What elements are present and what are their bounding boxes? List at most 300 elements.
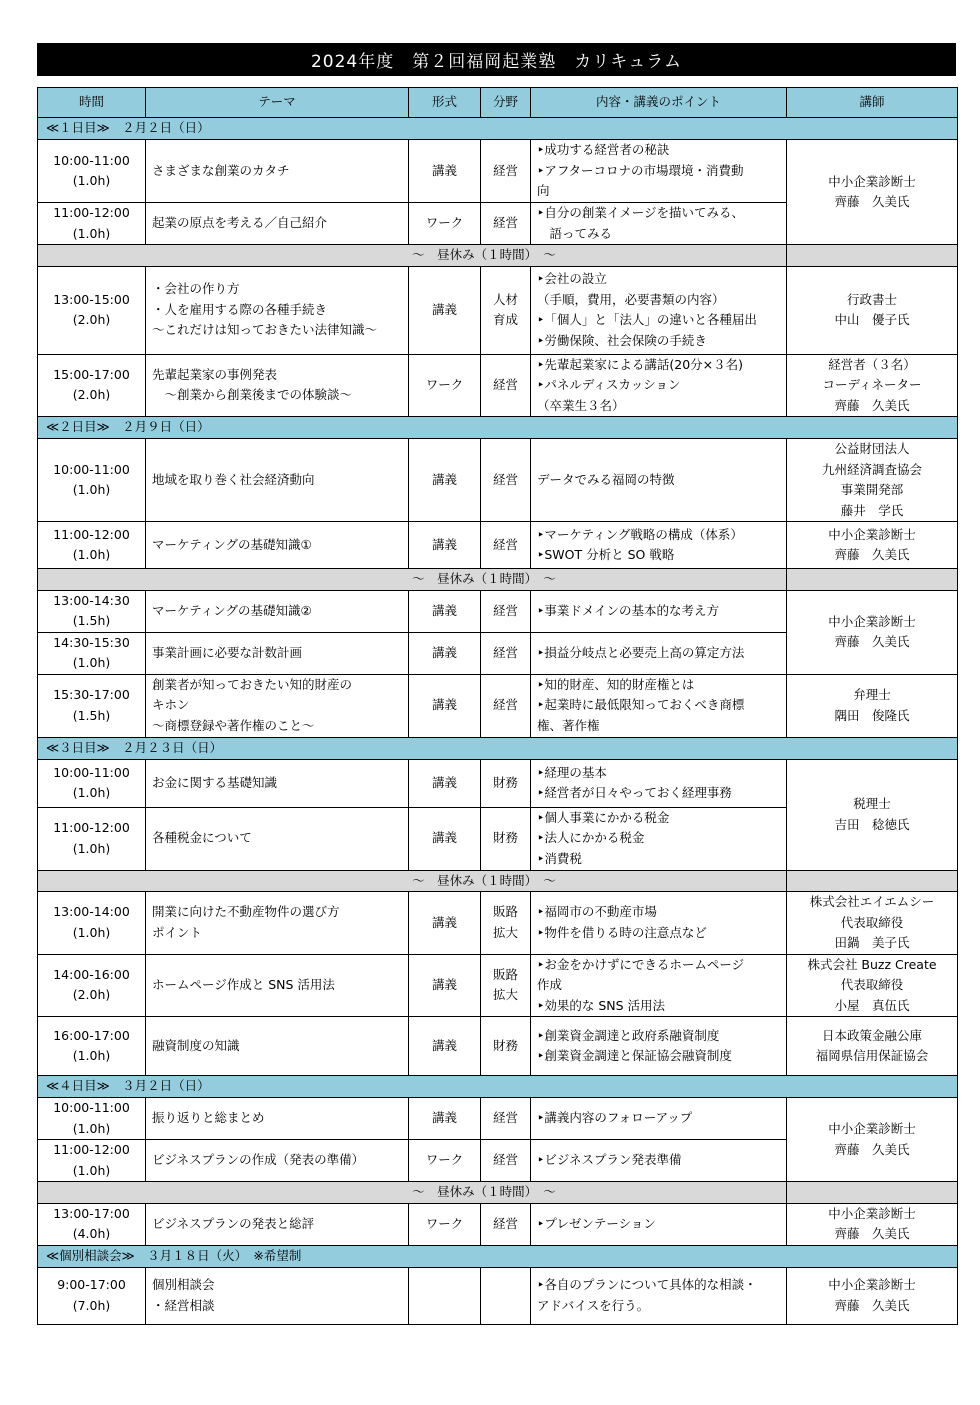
- session-lecturer: [787, 759, 958, 870]
- text-line: 行政書士: [846, 291, 897, 307]
- text-line: さまざまな創業のカタチ: [152, 162, 290, 178]
- text-line: ビジネスプランの作成（発表の準備）: [152, 1152, 365, 1168]
- session-time: [38, 892, 146, 955]
- text-line: ‣経営者が日々やっておく経理事務: [537, 785, 732, 800]
- session-row: [38, 1017, 958, 1076]
- session-row: [38, 439, 958, 522]
- text-line: 融資制度の知識: [152, 1037, 240, 1053]
- text-line: 10:00-11:00: [53, 461, 130, 477]
- text-line: 中小企業診断士: [828, 1277, 916, 1292]
- text-line: ‣個人事業にかかる税金: [537, 809, 670, 825]
- session-lecturer: [787, 522, 958, 569]
- session-row: [38, 1267, 958, 1324]
- header-row: [38, 88, 958, 118]
- day-header-row: [38, 1245, 958, 1267]
- text-line: ‣会社の設立: [537, 271, 607, 286]
- session-theme: [146, 632, 409, 674]
- session-theme: [146, 954, 409, 1017]
- session-format: 講義: [409, 1098, 481, 1140]
- session-time: [38, 439, 146, 522]
- text-line: 齊藤 久美氏: [834, 547, 910, 562]
- session-time: [38, 1017, 146, 1076]
- session-theme: [146, 892, 409, 955]
- session-lecturer: [787, 1267, 958, 1324]
- text-line: 齊藤 久美氏: [834, 1297, 910, 1313]
- session-points: [531, 439, 787, 522]
- text-line: 振り返りと総まとめ: [152, 1110, 265, 1126]
- session-format: 講義: [409, 954, 481, 1017]
- session-format: 講義: [409, 140, 481, 203]
- day-label: ≪個別相談会≫ ３月１８日（火） ※希望制: [38, 1245, 958, 1267]
- text-line: (1.0h): [72, 482, 111, 497]
- session-theme: [146, 1017, 409, 1076]
- text-line: (1.0h): [72, 655, 111, 670]
- session-format: 講義: [409, 590, 481, 632]
- session-theme: [146, 354, 409, 417]
- session-points: [531, 590, 787, 632]
- text-line: (1.0h): [72, 547, 111, 562]
- text-line: (1.0h): [72, 173, 111, 188]
- session-format: ワーク: [409, 1140, 481, 1182]
- session-theme: [146, 522, 409, 569]
- text-line: 13:00-15:00: [53, 291, 130, 307]
- session-points: [531, 1017, 787, 1076]
- session-theme: [146, 1140, 409, 1182]
- session-format: 講義: [409, 1017, 481, 1076]
- session-field: [481, 1267, 531, 1324]
- session-theme: [146, 674, 409, 737]
- session-theme: [146, 203, 409, 245]
- text-line: 齊藤 久美氏: [834, 634, 910, 649]
- text-line: （手順，費用，必要書類の内容）: [537, 291, 725, 307]
- text-line: 向: [537, 183, 550, 199]
- session-format: 講義: [409, 807, 481, 870]
- text-line: ‣プレゼンテーション: [537, 1215, 656, 1231]
- text-line: 15:00-17:00: [53, 366, 130, 382]
- session-lecturer: [787, 674, 958, 737]
- page-title: 2024年度 第２回福岡起業塾 カリキュラム: [37, 43, 956, 76]
- text-line: ・人を雇用する際の各種手続き: [152, 301, 328, 317]
- session-field: [481, 522, 531, 569]
- session-field: [481, 759, 531, 807]
- text-line: ‣アフターコロナの市場環境・消費動: [537, 162, 744, 178]
- session-row: [38, 354, 958, 417]
- session-points: [531, 1203, 787, 1245]
- session-format: ワーク: [409, 203, 481, 245]
- session-format: 講義: [409, 632, 481, 674]
- text-line: 日本政策金融公庫: [821, 1027, 922, 1043]
- text-line: ‣物件を借りる時の注意点など: [537, 924, 707, 940]
- text-line: (1.0h): [72, 785, 111, 800]
- text-line: ‣損益分岐点と必要売上高の算定方法: [537, 644, 745, 660]
- text-line: 事業開発部: [840, 482, 904, 497]
- session-points: [531, 892, 787, 955]
- session-format: 講義: [409, 439, 481, 522]
- text-line: 事業計画に必要な計数計画: [152, 644, 303, 660]
- text-line: 中小企業診断士: [828, 613, 916, 629]
- session-theme: [146, 759, 409, 807]
- session-row: [38, 1098, 958, 1140]
- session-time: [38, 1267, 146, 1324]
- text-line: 藤井 学氏: [840, 502, 904, 518]
- text-line: (1.5h): [72, 707, 111, 723]
- text-line: 公益財団法人: [834, 441, 910, 456]
- text-line: 先輩起業家の事例発表: [152, 366, 278, 382]
- session-theme: [146, 807, 409, 870]
- lunch-break-blank: [787, 870, 958, 892]
- text-line: 田鍋 美子氏: [834, 935, 910, 950]
- text-line: ～商標登録や著作権のこと～: [152, 717, 315, 733]
- text-line: マーケティングの基礎知識①: [152, 536, 312, 552]
- session-row: [38, 590, 958, 632]
- text-line: 齊藤 久美氏: [834, 1141, 910, 1157]
- day-header-row: [38, 417, 958, 439]
- session-points: [531, 1267, 787, 1324]
- day-header-row: [38, 1076, 958, 1098]
- session-time: [38, 140, 146, 203]
- session-lecturer: [787, 439, 958, 522]
- text-line: ‣労働保険、社会保険の手続き: [537, 332, 707, 348]
- text-line: 経営: [492, 377, 518, 392]
- session-time: [38, 522, 146, 569]
- text-line: 13:00-14:00: [53, 904, 130, 920]
- text-line: 経営: [492, 471, 518, 487]
- text-line: データでみる福岡の特徴: [537, 471, 675, 487]
- text-line: 中小企業診断士: [828, 526, 916, 542]
- session-field: [481, 203, 531, 245]
- text-line: (1.0h): [72, 924, 111, 940]
- text-line: 創業者が知っておきたい知的財産の: [152, 676, 353, 692]
- text-line: ‣「個人」と「法人」の違いと各種届出: [537, 312, 757, 327]
- session-time: [38, 266, 146, 354]
- text-line: ‣各自のプランについて具体的な相談・: [537, 1277, 757, 1292]
- text-line: ‣パネルディスカッション: [537, 377, 681, 392]
- text-line: 弁理士: [853, 687, 891, 702]
- lunch-break-blank: [787, 1182, 958, 1204]
- session-row: [38, 892, 958, 955]
- text-line: 齊藤 久美氏: [834, 397, 910, 413]
- text-line: 個別相談会: [152, 1277, 215, 1292]
- text-line: 財務: [492, 830, 518, 846]
- text-line: 11:00-12:00: [53, 1142, 130, 1157]
- session-row: [38, 140, 958, 203]
- session-time: [38, 1203, 146, 1245]
- lunch-break-row: [38, 1182, 958, 1204]
- session-time: [38, 674, 146, 737]
- text-line: 九州経済調査協会: [821, 461, 922, 477]
- session-format: 講義: [409, 266, 481, 354]
- text-line: 株式会社エイエムシー: [809, 894, 935, 909]
- day-header-row: [38, 737, 958, 759]
- text-line: ‣起業時に最低限知っておくべき商標: [537, 697, 745, 713]
- text-line: 隅田 俊隆氏: [834, 707, 910, 723]
- session-lecturer: [787, 354, 958, 417]
- text-line: 開業に向けた不動産物件の選び方: [152, 904, 340, 920]
- session-field: [481, 140, 531, 203]
- session-points: [531, 954, 787, 1017]
- text-line: ・経営相談: [152, 1297, 215, 1313]
- session-format: 講義: [409, 522, 481, 569]
- text-line: (1.0h): [72, 1120, 111, 1136]
- text-line: ‣講義内容のフォローアップ: [537, 1110, 693, 1126]
- text-line: 小屋 真伍氏: [834, 997, 910, 1013]
- text-line: 16:00-17:00: [53, 1027, 130, 1043]
- text-line: 各種税金について: [152, 830, 252, 846]
- session-points: [531, 140, 787, 203]
- text-line: ホームページ作成と SNS 活用法: [152, 977, 335, 992]
- text-line: 中小企業診断士: [828, 1121, 916, 1136]
- session-lecturer: [787, 1098, 958, 1182]
- session-points: [531, 1098, 787, 1140]
- session-time: [38, 1140, 146, 1182]
- text-line: 齊藤 久美氏: [834, 1226, 910, 1241]
- lunch-break-blank: [787, 569, 958, 591]
- text-line: ‣消費税: [537, 850, 582, 866]
- session-field: [481, 354, 531, 417]
- text-line: 中山 優子氏: [834, 312, 910, 327]
- text-line: 14:00-16:00: [53, 966, 130, 982]
- text-line: (1.5h): [72, 613, 111, 628]
- session-lecturer: [787, 1203, 958, 1245]
- text-line: マーケティングの基礎知識②: [152, 602, 312, 618]
- text-line: (2.0h): [72, 387, 111, 403]
- day-label: ≪４日目≫ ３月２日（日）: [38, 1076, 958, 1098]
- lunch-break-row: [38, 245, 958, 267]
- session-format: ワーク: [409, 354, 481, 417]
- text-line: 経営: [492, 536, 518, 552]
- text-line: 財務: [492, 774, 518, 790]
- text-line: ～創業から創業後までの体験談～: [152, 387, 353, 403]
- session-time: [38, 354, 146, 417]
- text-line: ‣知的財産、知的財産権とは: [537, 676, 695, 692]
- session-row: [38, 522, 958, 569]
- text-line: 経営: [492, 1215, 518, 1231]
- session-theme: [146, 140, 409, 203]
- text-line: ‣自分の創業イメージを描いてみる、: [537, 205, 744, 220]
- text-line: (1.0h): [72, 840, 111, 856]
- session-lecturer: [787, 590, 958, 674]
- text-line: ‣福岡市の不動産市場: [537, 904, 657, 920]
- session-field: [481, 590, 531, 632]
- session-points: [531, 354, 787, 417]
- session-field: [481, 1098, 531, 1140]
- text-line: ‣マーケティング戦略の構成（体系）: [537, 526, 743, 542]
- session-field: [481, 1203, 531, 1245]
- text-line: 福岡県信用保証協会: [815, 1048, 929, 1063]
- day-label: ≪３日目≫ ２月２３日（日）: [38, 737, 958, 759]
- text-line: 語ってみる: [537, 225, 613, 241]
- session-theme: [146, 590, 409, 632]
- text-line: 育成: [492, 312, 518, 327]
- session-field: [481, 266, 531, 354]
- lunch-break-label: ～ 昼休み（１時間） ～: [38, 870, 787, 892]
- session-row: [38, 759, 958, 807]
- text-line: 吉田 稔徳氏: [834, 816, 910, 832]
- session-time: [38, 954, 146, 1017]
- text-line: 経営: [492, 1152, 518, 1168]
- session-theme: [146, 1267, 409, 1324]
- session-format: ワーク: [409, 1203, 481, 1245]
- text-line: ビジネスプランの発表と総評: [152, 1215, 315, 1231]
- session-time: [38, 807, 146, 870]
- text-line: 作成: [537, 977, 563, 992]
- text-line: 人材: [492, 291, 518, 307]
- session-field: [481, 1140, 531, 1182]
- session-format: 講義: [409, 759, 481, 807]
- session-points: [531, 674, 787, 737]
- session-row: [38, 674, 958, 737]
- lunch-break-blank: [787, 245, 958, 267]
- text-line: ‣創業資金調達と政府系融資制度: [537, 1027, 720, 1043]
- text-line: 財務: [492, 1037, 518, 1053]
- header-theme: テーマ: [146, 88, 409, 118]
- session-field: [481, 674, 531, 737]
- session-field: [481, 892, 531, 955]
- text-line: 経営: [492, 215, 518, 231]
- text-line: 代表取締役: [840, 977, 904, 992]
- lunch-break-row: [38, 569, 958, 591]
- text-line: 経営: [492, 644, 518, 660]
- text-line: 11:00-12:00: [53, 526, 130, 542]
- text-line: 販路: [492, 904, 518, 920]
- text-line: ‣お金をかけずにできるホームページ: [537, 956, 745, 972]
- text-line: 10:00-11:00: [53, 1100, 130, 1115]
- day-label: ≪１日目≫ ２月２日（日）: [38, 118, 958, 140]
- lunch-break-row: [38, 870, 958, 892]
- text-line: (1.0h): [72, 1048, 111, 1063]
- text-line: 経営: [492, 1110, 518, 1126]
- text-line: 代表取締役: [840, 914, 904, 930]
- session-time: [38, 632, 146, 674]
- lunch-break-label: ～ 昼休み（１時間） ～: [38, 1182, 787, 1204]
- session-time: [38, 203, 146, 245]
- header-format: 形式: [409, 88, 481, 118]
- text-line: 経営: [492, 602, 518, 618]
- text-line: ～これだけは知っておきたい法律知識～: [152, 322, 378, 338]
- curriculum-table: [37, 87, 958, 1325]
- session-points: [531, 759, 787, 807]
- session-row: [38, 266, 958, 354]
- session-points: [531, 266, 787, 354]
- text-line: 拡大: [492, 987, 518, 1003]
- session-lecturer: [787, 140, 958, 245]
- session-theme: [146, 266, 409, 354]
- session-row: [38, 954, 958, 1017]
- session-lecturer: [787, 1017, 958, 1076]
- text-line: ‣成功する経営者の秘訣: [537, 142, 670, 158]
- session-points: [531, 203, 787, 245]
- session-field: [481, 807, 531, 870]
- session-field: [481, 954, 531, 1017]
- session-field: [481, 439, 531, 522]
- text-line: コーディネーター: [822, 377, 922, 392]
- header-time: 時間: [38, 88, 146, 118]
- text-line: (2.0h): [72, 987, 111, 1003]
- text-line: (2.0h): [72, 312, 111, 327]
- session-points: [531, 522, 787, 569]
- text-line: 13:00-14:30: [53, 592, 130, 608]
- text-line: 権、著作権: [537, 717, 600, 733]
- session-theme: [146, 1098, 409, 1140]
- text-line: 地域を取り巻く社会経済動向: [152, 471, 315, 487]
- session-time: [38, 759, 146, 807]
- text-line: 中小企業診断士: [828, 1205, 916, 1221]
- session-field: [481, 1017, 531, 1076]
- text-line: 9:00-17:00: [57, 1277, 126, 1292]
- text-line: ‣効果的な SNS 活用法: [537, 997, 666, 1013]
- text-line: (1.0h): [72, 1162, 111, 1178]
- session-format: [409, 1267, 481, 1324]
- day-header-row: [38, 118, 958, 140]
- text-line: 11:00-12:00: [53, 205, 130, 220]
- text-line: ‣事業ドメインの基本的な考え方: [537, 602, 719, 618]
- day-label: ≪２日目≫ ２月９日（日）: [38, 417, 958, 439]
- text-line: 販路: [492, 966, 518, 982]
- session-points: [531, 807, 787, 870]
- text-line: ‣創業資金調達と保証協会融資制度: [537, 1048, 732, 1063]
- text-line: ‣ビジネスプラン発表準備: [537, 1152, 682, 1168]
- session-theme: [146, 1203, 409, 1245]
- text-line: お金に関する基礎知識: [152, 774, 278, 790]
- text-line: キホン: [152, 697, 190, 713]
- text-line: ‣SWOT 分析と SO 戦略: [537, 547, 675, 562]
- text-line: 経営: [492, 162, 518, 178]
- session-lecturer: [787, 954, 958, 1017]
- header-field: 分野: [481, 88, 531, 118]
- text-line: ・会社の作り方: [152, 281, 240, 297]
- header-lecturer: 講師: [787, 88, 958, 118]
- text-line: (7.0h): [72, 1297, 111, 1313]
- session-format: 講義: [409, 892, 481, 955]
- session-format: 講義: [409, 674, 481, 737]
- session-row: [38, 1203, 958, 1245]
- text-line: 株式会社 Buzz Create: [807, 956, 937, 972]
- session-theme: [146, 439, 409, 522]
- text-line: 14:30-15:30: [53, 634, 130, 650]
- text-line: 経営者（３名）: [828, 356, 916, 372]
- session-points: [531, 1140, 787, 1182]
- text-line: 10:00-11:00: [53, 764, 130, 780]
- text-line: 齊藤 久美氏: [834, 194, 910, 209]
- text-line: 15:30-17:00: [53, 687, 130, 702]
- session-lecturer: [787, 266, 958, 354]
- text-line: (1.0h): [72, 225, 111, 241]
- session-time: [38, 1098, 146, 1140]
- session-lecturer: [787, 892, 958, 955]
- header-points: 内容・講義のポイント: [531, 88, 787, 118]
- lunch-break-label: ～ 昼休み（１時間） ～: [38, 569, 787, 591]
- text-line: ‣先輩起業家による講話(20分×３名): [537, 356, 744, 372]
- text-line: アドバイスを行う。: [537, 1297, 650, 1313]
- text-line: 拡大: [492, 924, 518, 940]
- text-line: 13:00-17:00: [53, 1205, 130, 1221]
- text-line: 税理士: [853, 796, 891, 811]
- text-line: (4.0h): [72, 1226, 111, 1241]
- text-line: ‣法人にかかる税金: [537, 830, 645, 846]
- session-field: [481, 632, 531, 674]
- text-line: 11:00-12:00: [53, 820, 130, 835]
- lunch-break-label: ～ 昼休み（１時間） ～: [38, 245, 787, 267]
- text-line: ‣経理の基本: [537, 764, 607, 780]
- text-line: 起業の原点を考える／自己紹介: [152, 215, 328, 231]
- session-points: [531, 632, 787, 674]
- text-line: ポイント: [152, 924, 203, 940]
- text-line: （卒業生３名）: [537, 397, 625, 413]
- text-line: 10:00-11:00: [53, 152, 130, 168]
- text-line: 中小企業診断士: [828, 173, 916, 189]
- text-line: 経営: [492, 697, 518, 713]
- session-time: [38, 590, 146, 632]
